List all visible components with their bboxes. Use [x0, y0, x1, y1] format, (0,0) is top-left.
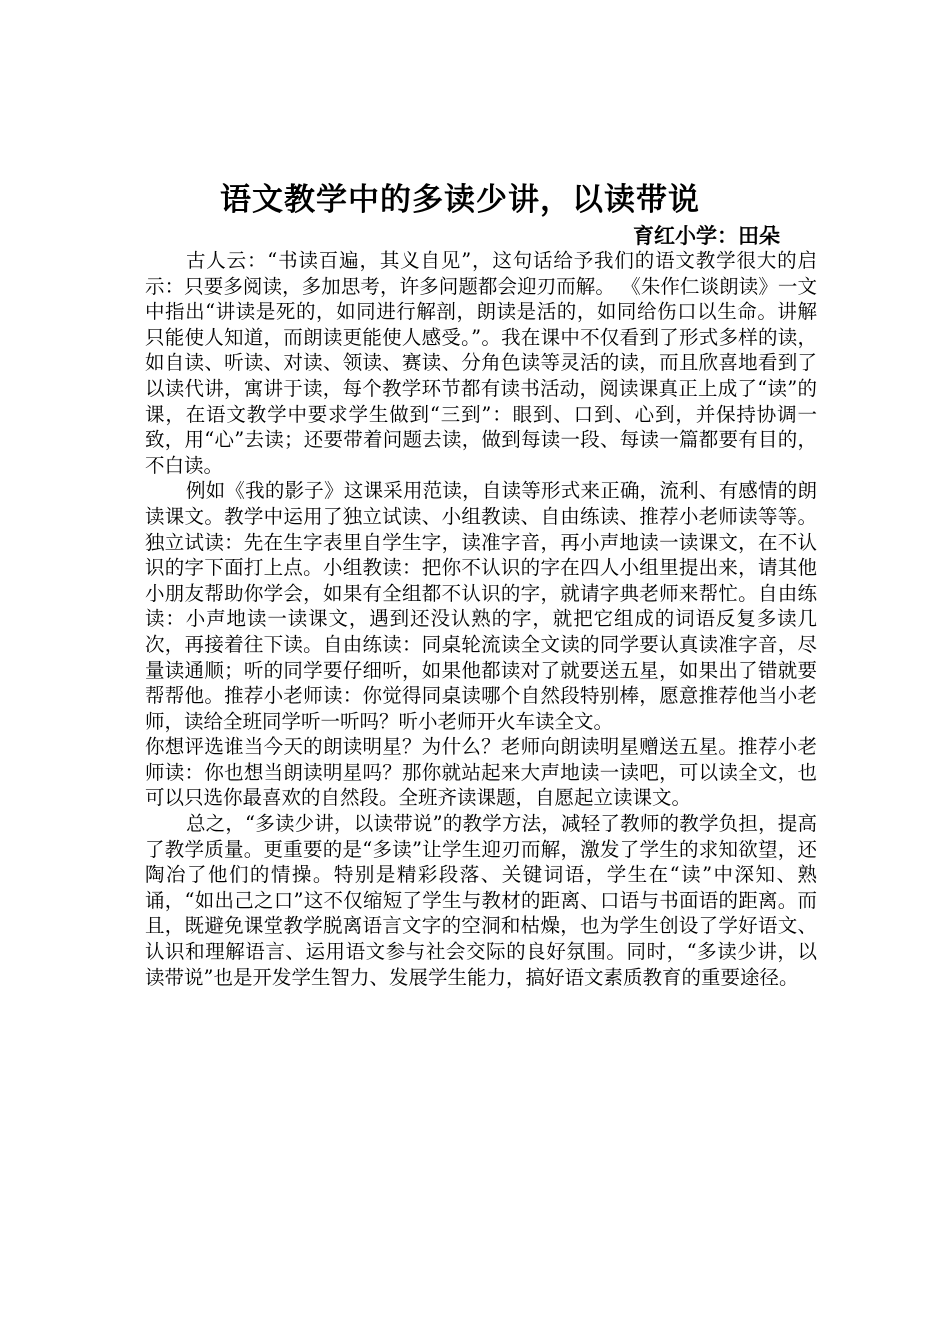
- paragraph-3: 你想评选谁当今天的朗读明星？为什么？老师向朗读明星赠送五星。推荐小老师读：你也想当朗读明星吗？那你就站起来大声地读一读吧，可以读全文，也可以只选你最喜欢的自然段。全班齐读课题，自愿起立读课文。: [145, 735, 817, 810]
- author-line: 育红小学：田朵: [633, 223, 780, 248]
- paragraph-4: 总之，“多读少讲，以读带说”的教学方法，减轻了教师的教学负担，提高了教学质量。更重要的是“多读”让学生迎刃而解，激发了学生的求知欲望，还陶冶了他们的情操。特别是精彩段落、关键词语，学生在“读”中深知、熟诵，“如出己之口”这不仅缩短了学生与教材的距离、口语与书面语的距离。而且，既避免课堂教学脱离语言文字的空洞和枯燥，也为学生创设了学好语文、认识和理解语言、运用语文参与社会交际的良好氛围。同时，“多读少讲，以读带说”也是开发学生智力、发展学生能力，搞好语文素质教育的重要途径。: [145, 812, 817, 989]
- paragraph-1: 古人云：“书读百遍，其义自见”，这句话给予我们的语文教学很大的启示：只要多阅读，多加思考，许多问题都会迎刃而解。 《朱作仁谈朗读》一文中指出“讲读是死的，如同进行解剖，朗读是活的，如同给伤口以生命。讲解只能使人知道，而朗读更能使人感受。”。我在课中不仅看到了形式多样的读，如自读、听读、对读、领读、赛读、分角色读等灵活的读，而且欣喜地看到了以读代讲，寓讲于读，每个教学环节都有读书活动，阅读课真正上成了“读”的课，在语文教学中要求学生做到“三到”：眼到、口到、心到，并保持协调一致，用“心”去读；还要带着问题去读，做到每读一段、每读一篇都要有目的，不白读。: [145, 249, 817, 477]
- document-title: 语文教学中的多读少讲，以读带说: [220, 182, 700, 218]
- document-body: [145, 248, 817, 990]
- paragraph-2: 例如《我的影子》这课采用范读，自读等形式来正确，流利、有感情的朗读课文。教学中运用了独立试读、小组教读、自由练读、推荐小老师读等等。独立试读：先在生字表里自学生字，读准字音，再小声地读一读课文，在不认识的字下面打上点。小组教读：把你不认识的字在四人小组里提出来，请其他小朋友帮助你学会，如果有全组都不认识的字，就请字典老师来帮忙。自由练读：小声地读一读课文，遇到还没认熟的字，就把它组成的词语反复多读几次，再接着往下读。自由练读：同桌轮流读全文读的同学要认真读准字音，尽量读通顺；听的同学要仔细听，如果他都读对了就要送五星，如果出了错就要帮帮他。推荐小老师读：你觉得同桌读哪个自然段特别棒，愿意推荐他当小老师，读给全班同学听一听吗？听小老师开火车读全文。: [145, 479, 817, 733]
